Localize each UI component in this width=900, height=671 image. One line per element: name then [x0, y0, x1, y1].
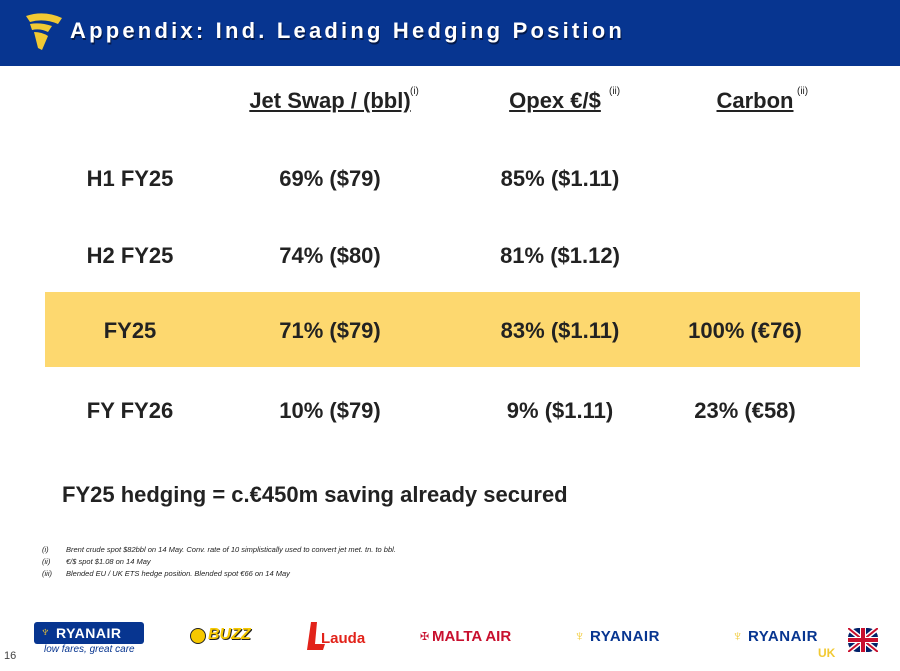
carbon-value: 100% (€76)	[688, 318, 802, 343]
jet-swap-value: 69% ($79)	[279, 166, 381, 191]
lauda-logo-text: Lauda	[321, 630, 366, 647]
row-label: FY25	[103, 318, 157, 343]
jet-swap-value: 74% ($80)	[279, 243, 381, 268]
table-row	[0, 372, 900, 447]
carbon-value: 23% (€58)	[694, 398, 796, 423]
ryanair-dac-logo-text: RYANAIR	[590, 628, 660, 645]
ryanair-logo-text: RYANAIR	[56, 625, 122, 641]
malta-air-logo	[420, 628, 530, 648]
column-note-carbon: (ii)	[797, 86, 809, 97]
column-header-jet-swap: Jet Swap / (bbl)	[249, 88, 411, 113]
footnote	[42, 555, 396, 567]
opex-value: 81% ($1.12)	[500, 243, 620, 268]
table-row	[0, 218, 900, 293]
maltese-cross-icon: ✠	[420, 631, 430, 643]
footnote-mark: (i)	[42, 544, 49, 554]
airline-logos	[0, 618, 900, 668]
opex-value: 9% ($1.11)	[506, 398, 614, 423]
ryanair-harp-icon	[22, 10, 66, 54]
opex-value: 85% ($1.11)	[500, 166, 620, 191]
savings-statement: FY25 hedging = c.€450m saving already secured	[62, 482, 568, 507]
malta-air-logo-text: MALTA AIR	[432, 628, 512, 645]
ryanair-dac-logo	[574, 628, 694, 648]
page-title: Appendix: Ind. Leading Hedging Position	[70, 18, 626, 43]
column-note-jet-swap: (i)	[410, 86, 419, 97]
ryanair-harp-small-icon: ♆	[574, 628, 586, 645]
footnote	[42, 567, 396, 579]
buzz-logo	[190, 626, 260, 648]
row-label: H1 FY25	[86, 166, 174, 191]
uk-flag-icon	[848, 628, 878, 652]
jet-swap-value: 71% ($79)	[279, 318, 381, 343]
ryanair-logo-harp-icon: ♆	[40, 623, 51, 639]
column-header-opex: Opex €/$	[509, 88, 601, 113]
footnote-text: Brent crude spot $82bbl on 14 May. Conv. rate of 10 simplistically used to convert jet met. tn. to bbl.	[66, 544, 396, 554]
ryanair-uk-logo	[732, 626, 882, 666]
row-label: H2 FY25	[86, 243, 174, 268]
ryanair-tagline: low fares, great care	[44, 644, 135, 655]
ryanair-uk-logo-text: RYANAIR	[748, 628, 818, 645]
opex-value: 83% ($1.11)	[500, 318, 620, 343]
header-bar	[0, 0, 900, 66]
ryanair-logo	[34, 622, 144, 658]
ryanair-uk-suffix: UK	[818, 646, 836, 660]
footnote-mark: (iii)	[42, 568, 52, 578]
row-label: FY FY26	[86, 398, 174, 423]
table-row	[0, 141, 900, 216]
footnote-text: Blended EU / UK ETS hedge position. Blended spot €66 on 14 May	[66, 568, 290, 578]
footnote-text: €/$ spot $1.08 on 14 May	[66, 556, 151, 566]
jet-swap-value: 10% ($79)	[279, 398, 381, 423]
table-row	[0, 292, 900, 367]
column-note-opex: (ii)	[609, 86, 621, 97]
bee-icon	[190, 628, 206, 644]
footnote	[42, 543, 396, 555]
footnotes	[42, 543, 396, 579]
lauda-logo	[305, 620, 375, 654]
footnote-mark: (ii)	[42, 556, 51, 566]
page-number: 16	[4, 650, 17, 662]
ryanair-harp-uk-icon: ♆	[732, 628, 744, 645]
buzz-logo-text: BUZZ	[208, 626, 251, 643]
column-header-carbon: Carbon	[716, 88, 794, 113]
